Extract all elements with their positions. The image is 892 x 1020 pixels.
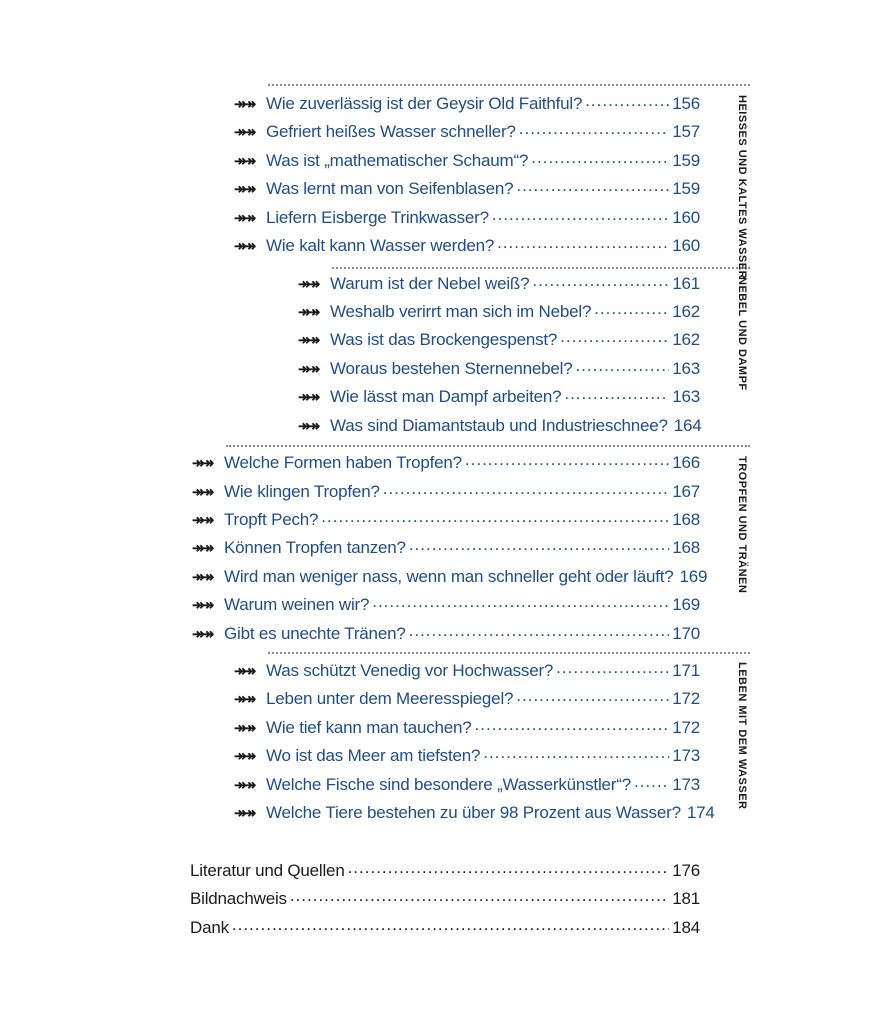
toc-entry[interactable]: ↠↠ Weshalb verirrt man sich im Nebel? ..... 162 — [330, 298, 700, 326]
double-arrow-icon: ↠↠ — [234, 181, 254, 198]
toc-entry[interactable]: ↠↠ Was ist „mathematischer Schaum“? ..... 159 — [266, 147, 700, 175]
toc-entry[interactable]: ↠↠ Was schützt Venedig vor Hochwasser? ..... 171 — [266, 657, 700, 685]
toc-entry[interactable]: ↠↠ Welche Formen haben Tropfen? ..... 166 — [224, 449, 700, 477]
toc-entry[interactable]: ↠↠ Wie zuverlässig ist der Geysir Old Faithful? ..... 156 — [266, 90, 700, 118]
toc-entry[interactable]: ↠↠ Wo ist das Meer am tiefsten? ..... 173 — [266, 742, 700, 770]
toc-entry[interactable]: ↠↠ Wird man weniger nass, wenn man schneller geht oder läuft? 169 — [192, 567, 708, 586]
toc-entry[interactable]: ↠↠ Gefriert heißes Wasser schneller? ..... 157 — [266, 118, 700, 146]
toc-entry[interactable]: ↠↠ Wie klingen Tropfen? ..... 167 — [224, 478, 700, 506]
section-divider — [332, 267, 750, 269]
toc-entry[interactable]: ↠↠ Wie tief kann man tauchen? ..... 172 — [266, 714, 700, 742]
double-arrow-icon: ↠↠ — [234, 153, 254, 170]
double-arrow-icon: ↠↠ — [192, 512, 212, 529]
section-label-leben-mit-dem-wasser: LEBEN MIT DEM WASSER — [736, 662, 748, 810]
toc-back-matter-entry[interactable]: Literatur und Quellen ..... 176 — [190, 857, 700, 885]
double-arrow-icon: ↠↠ — [192, 455, 212, 472]
toc-entry[interactable]: ↠↠ Welche Fische sind besondere „Wasserkünstler“? ..... 173 — [266, 771, 700, 799]
double-arrow-icon: ↠↠ — [298, 389, 318, 406]
toc-entry[interactable]: ↠↠ Tropft Pech? ..... 168 — [224, 506, 700, 534]
double-arrow-icon: ↠↠ — [234, 748, 254, 765]
section-divider — [268, 84, 750, 86]
double-arrow-icon: ↠↠ — [234, 124, 254, 141]
section-divider — [226, 445, 750, 447]
toc-entry[interactable]: ↠↠ Können Tropfen tanzen? ..... 168 — [224, 534, 700, 562]
section-label-nebel-dampf: NEBEL UND DAMPF — [736, 277, 748, 391]
double-arrow-icon: ↠↠ — [298, 276, 318, 293]
toc-entry[interactable]: ↠↠ Warum weinen wir? ..... 169 — [224, 591, 700, 619]
double-arrow-icon: ↠↠ — [298, 304, 318, 321]
section-label-tropfen-traenen: TROPFEN UND TRÄNEN — [736, 456, 748, 594]
toc-entry[interactable]: ↠↠ Was ist das Brockengespenst? ..... 162 — [330, 326, 700, 354]
double-arrow-icon: ↠↠ — [192, 540, 212, 557]
double-arrow-icon: ↠↠ — [234, 691, 254, 708]
double-arrow-icon: ↠↠ — [234, 777, 254, 794]
section-label-heisses-kaltes-wasser: HEISSES UND KALTES WASSER — [736, 95, 748, 280]
double-arrow-icon: ↠↠ — [192, 569, 212, 586]
toc-entry[interactable]: ↠↠ Woraus bestehen Sternennebel? ..... 163 — [330, 355, 700, 383]
double-arrow-icon: ↠↠ — [234, 210, 254, 227]
double-arrow-icon: ↠↠ — [234, 720, 254, 737]
toc-entry[interactable]: ↠↠ Was lernt man von Seifenblasen? ..... 159 — [266, 175, 700, 203]
double-arrow-icon: ↠↠ — [234, 96, 254, 113]
toc-back-matter-entry[interactable]: Dank ..... 184 — [190, 914, 700, 942]
double-arrow-icon: ↠↠ — [234, 238, 254, 255]
toc-entry[interactable]: ↠↠ Wie kalt kann Wasser werden? ..... 160 — [266, 232, 700, 260]
double-arrow-icon: ↠↠ — [298, 361, 318, 378]
toc-entry[interactable]: ↠↠ Was sind Diamantstaub und Industrieschnee? 164 — [298, 416, 702, 435]
section-divider — [268, 652, 750, 654]
double-arrow-icon: ↠↠ — [192, 626, 212, 643]
double-arrow-icon: ↠↠ — [234, 663, 254, 680]
toc-entry[interactable]: ↠↠ Warum ist der Nebel weiß? ..... 161 — [330, 270, 700, 298]
double-arrow-icon: ↠↠ — [192, 597, 212, 614]
toc-entry[interactable]: ↠↠ Wie lässt man Dampf arbeiten? ..... 163 — [330, 383, 700, 411]
toc-entry[interactable]: ↠↠ Liefern Eisberge Trinkwasser? ..... 160 — [266, 204, 700, 232]
toc-entry[interactable]: ↠↠ Leben unter dem Meeresspiegel? ..... 172 — [266, 685, 700, 713]
double-arrow-icon: ↠↠ — [298, 332, 318, 349]
toc-entry[interactable]: ↠↠ Gibt es unechte Tränen? ..... 170 — [224, 620, 700, 648]
double-arrow-icon: ↠↠ — [192, 484, 212, 501]
double-arrow-icon: ↠↠ — [298, 418, 318, 435]
toc-entry[interactable]: ↠↠ Welche Tiere bestehen zu über 98 Prozent aus Wasser? 174 — [234, 803, 715, 822]
toc-back-matter-entry[interactable]: Bildnachweis ..... 181 — [190, 885, 700, 913]
double-arrow-icon: ↠↠ — [234, 805, 254, 822]
